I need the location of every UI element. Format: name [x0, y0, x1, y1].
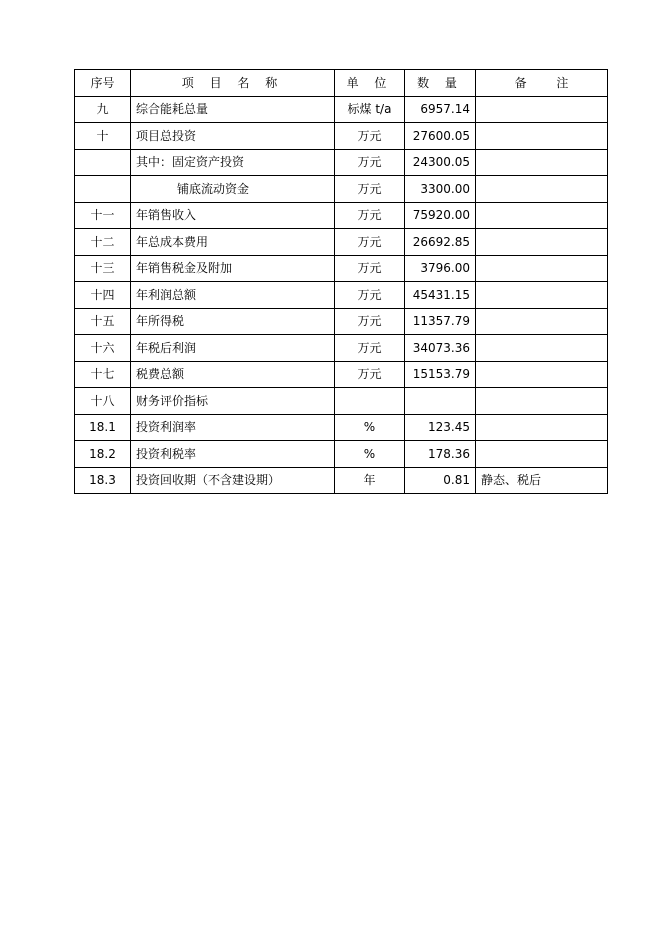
row-note [476, 202, 608, 229]
row-seq: 18.2 [75, 441, 131, 468]
row-note [476, 282, 608, 309]
header-seq: 序号 [75, 70, 131, 97]
row-qty [405, 388, 476, 415]
row-unit: 万元 [335, 149, 405, 176]
header-qty: 数 量 [405, 70, 476, 97]
row-unit: 万元 [335, 361, 405, 388]
row-qty: 26692.85 [405, 229, 476, 256]
row-unit: 万元 [335, 176, 405, 203]
row-unit [335, 388, 405, 415]
row-seq: 十八 [75, 388, 131, 415]
row-note [476, 255, 608, 282]
row-seq: 18.3 [75, 467, 131, 494]
table-row [75, 361, 608, 388]
row-unit: 万元 [335, 202, 405, 229]
row-qty: 11357.79 [405, 308, 476, 335]
table-row [75, 467, 608, 494]
row-seq: 十三 [75, 255, 131, 282]
table-row [75, 308, 608, 335]
row-note: 静态、税后 [476, 467, 608, 494]
row-qty: 75920.00 [405, 202, 476, 229]
row-note [476, 229, 608, 256]
table-row [75, 96, 608, 123]
row-unit: % [335, 441, 405, 468]
table-row [75, 176, 608, 203]
row-name: 其中：固定资产投资 [131, 149, 335, 176]
row-unit: 万元 [335, 123, 405, 150]
row-qty: 15153.79 [405, 361, 476, 388]
row-qty: 6957.14 [405, 96, 476, 123]
row-note [476, 96, 608, 123]
table-row [75, 441, 608, 468]
row-name: 投资利税率 [131, 441, 335, 468]
row-note [476, 308, 608, 335]
row-note [476, 388, 608, 415]
row-unit: 万元 [335, 308, 405, 335]
row-qty: 3300.00 [405, 176, 476, 203]
table-row [75, 255, 608, 282]
row-name: 财务评价指标 [131, 388, 335, 415]
header-name: 项 目 名 称 [131, 70, 335, 97]
row-name: 年所得税 [131, 308, 335, 335]
row-name: 年税后利润 [131, 335, 335, 362]
row-unit: 年 [335, 467, 405, 494]
row-seq: 十四 [75, 282, 131, 309]
row-name: 税费总额 [131, 361, 335, 388]
row-qty: 123.45 [405, 414, 476, 441]
table-row [75, 414, 608, 441]
row-seq [75, 176, 131, 203]
row-note [476, 335, 608, 362]
row-unit: 万元 [335, 229, 405, 256]
header-note: 备 注 [476, 70, 608, 97]
row-note [476, 414, 608, 441]
header-unit: 单 位 [335, 70, 405, 97]
row-name: 综合能耗总量 [131, 96, 335, 123]
row-unit: 万元 [335, 255, 405, 282]
row-name: 投资利润率 [131, 414, 335, 441]
row-name: 年销售收入 [131, 202, 335, 229]
table-row [75, 123, 608, 150]
row-qty: 27600.05 [405, 123, 476, 150]
table-row [75, 335, 608, 362]
row-note [476, 361, 608, 388]
row-unit: 标煤 t/a [335, 96, 405, 123]
row-qty: 178.36 [405, 441, 476, 468]
row-name: 铺底流动资金 [131, 176, 335, 203]
row-seq: 十七 [75, 361, 131, 388]
row-qty: 24300.05 [405, 149, 476, 176]
row-qty: 3796.00 [405, 255, 476, 282]
row-unit: % [335, 414, 405, 441]
table-row [75, 229, 608, 256]
row-note [476, 123, 608, 150]
row-note [476, 176, 608, 203]
row-seq: 十二 [75, 229, 131, 256]
summary-table [74, 69, 608, 494]
row-seq: 18.1 [75, 414, 131, 441]
row-name: 年总成本费用 [131, 229, 335, 256]
row-name: 年销售税金及附加 [131, 255, 335, 282]
row-note [476, 441, 608, 468]
row-unit: 万元 [335, 282, 405, 309]
table-row [75, 149, 608, 176]
row-name: 投资回收期（不含建设期） [131, 467, 335, 494]
row-seq: 十六 [75, 335, 131, 362]
row-seq: 十一 [75, 202, 131, 229]
table-row [75, 202, 608, 229]
row-name: 项目总投资 [131, 123, 335, 150]
row-name: 年利润总额 [131, 282, 335, 309]
table-row [75, 282, 608, 309]
row-seq: 十五 [75, 308, 131, 335]
row-seq: 十 [75, 123, 131, 150]
row-qty: 45431.15 [405, 282, 476, 309]
table-header-row [75, 70, 608, 97]
row-qty: 34073.36 [405, 335, 476, 362]
row-qty: 0.81 [405, 467, 476, 494]
row-seq [75, 149, 131, 176]
row-seq: 九 [75, 96, 131, 123]
row-unit: 万元 [335, 335, 405, 362]
table-row [75, 388, 608, 415]
row-note [476, 149, 608, 176]
